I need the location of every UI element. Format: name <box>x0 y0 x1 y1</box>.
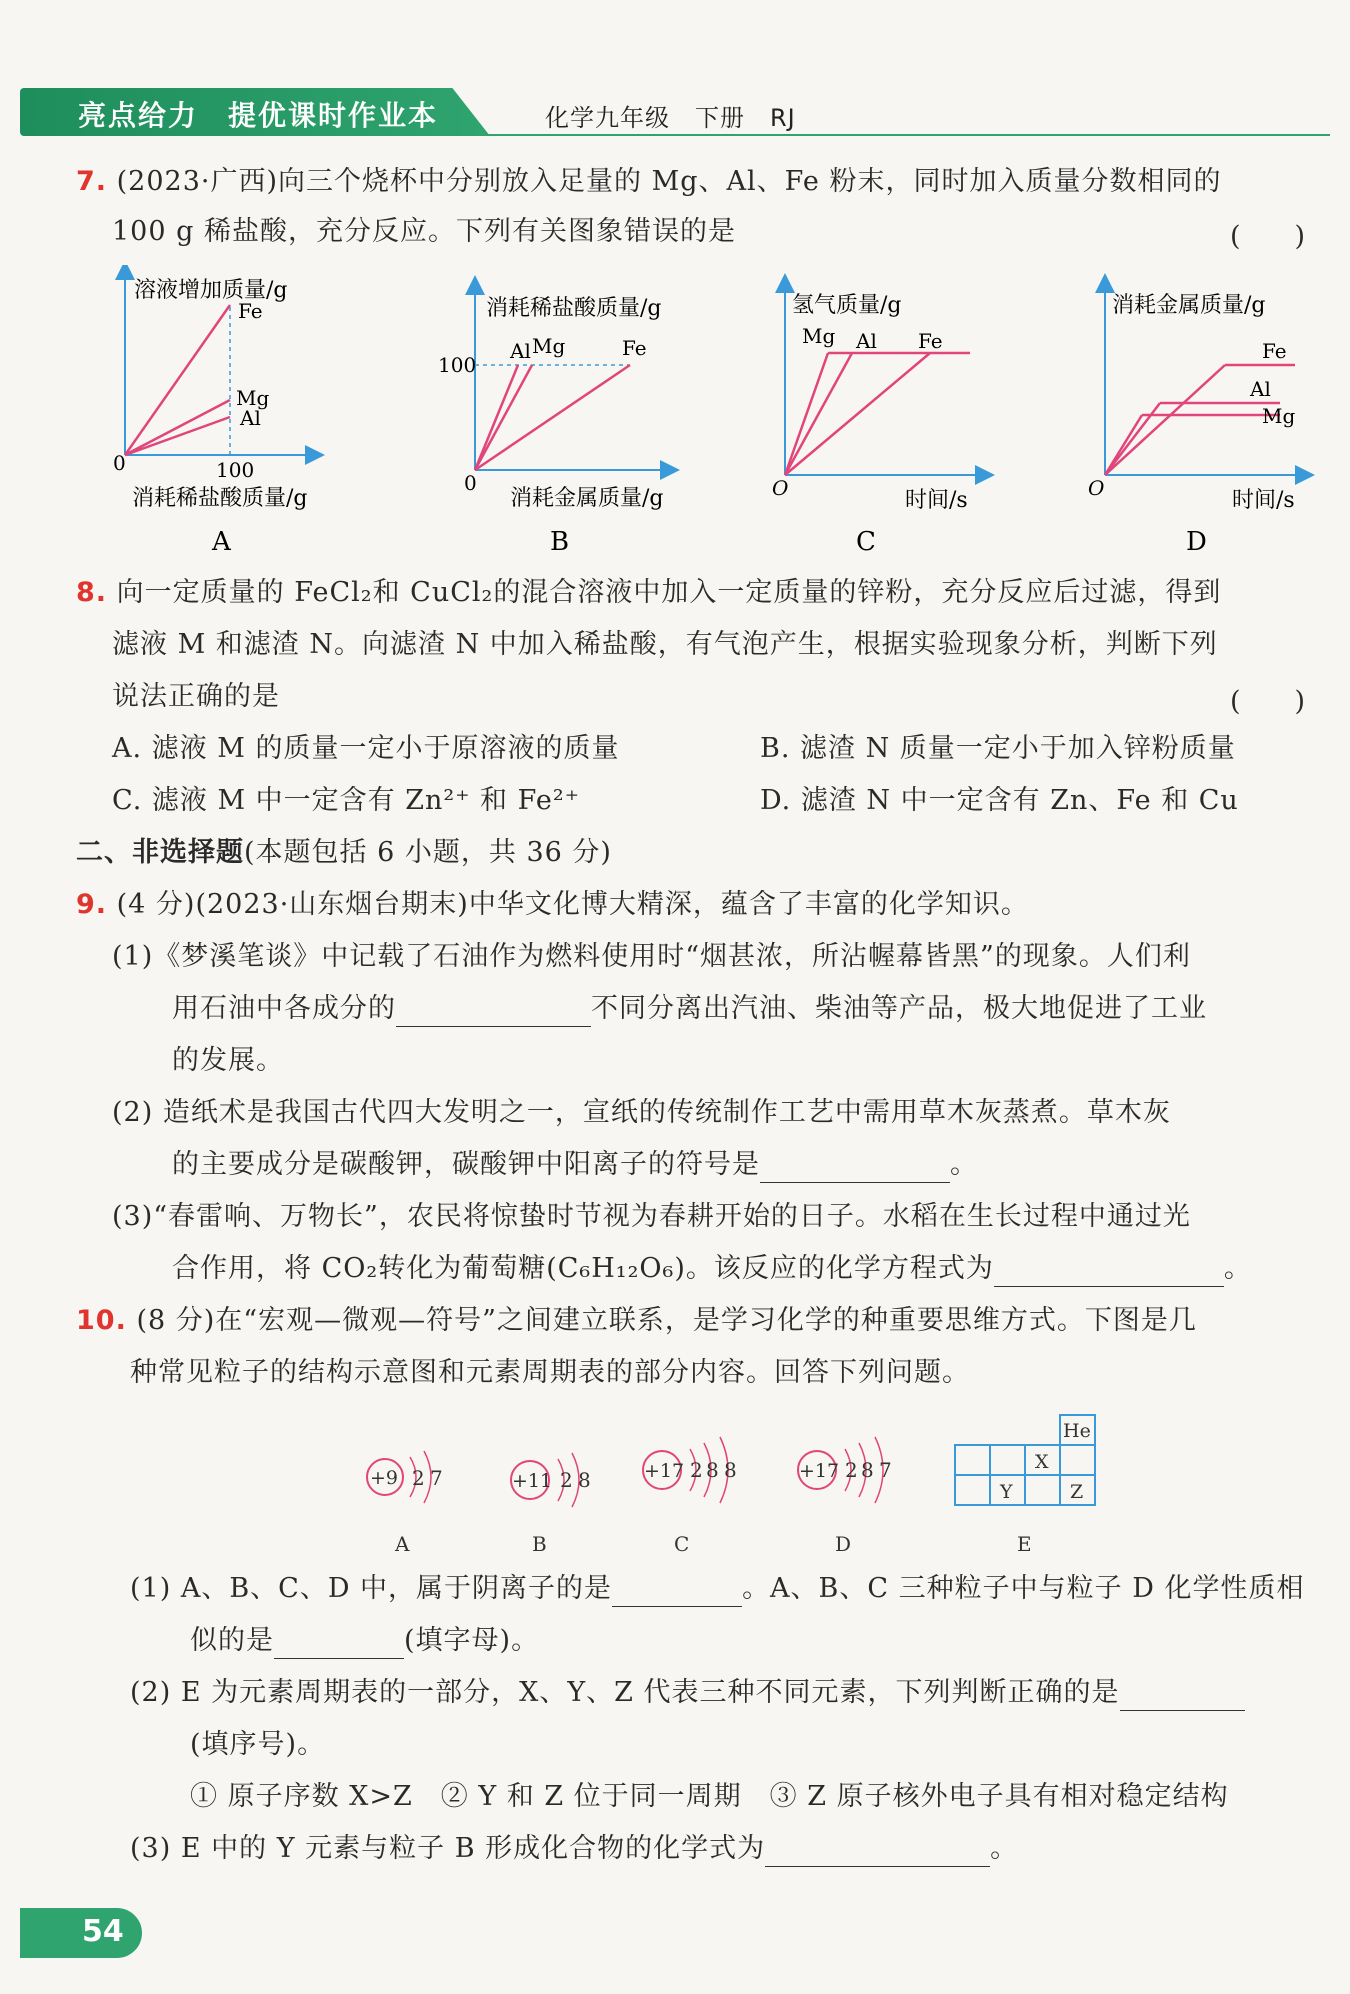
svg-text:2: 2 <box>845 1458 858 1482</box>
graph-d-origin: O <box>1088 476 1105 500</box>
svg-text:+17: +17 <box>799 1460 840 1482</box>
graph-c-al: Al <box>856 329 877 353</box>
q9-p1-line1: (1)《梦溪笔谈》中记载了石油作为燃料使用时“烟甚浓，所沾幄幕皆黑”的现象。人们利 <box>112 941 1191 972</box>
q9-p1-line3: 的发展。 <box>172 1045 284 1076</box>
q9-p1-text-pre: 用石油中各成分的 <box>172 993 396 1024</box>
q10-s1-line1 <box>130 1571 1304 1607</box>
svg-text:8: 8 <box>578 1468 591 1492</box>
q10-s1-blank2[interactable] <box>274 1630 404 1659</box>
q9-p3-text-pre: 合作用，将 CO₂转化为葡萄糖(C₆H₁₂O₆)。该反应的化学方程式为 <box>172 1253 994 1284</box>
graph-a-tick: 100 <box>216 458 255 482</box>
q9-p3-text-post: 。 <box>1223 1253 1252 1284</box>
q10-s3-line <box>130 1831 1018 1867</box>
q9-p2-blank[interactable] <box>760 1154 950 1183</box>
svg-text:7: 7 <box>879 1458 892 1482</box>
graph-b-letter: B <box>550 527 570 557</box>
cell-x: X <box>1035 1451 1049 1473</box>
q9-intro <box>76 887 1029 923</box>
svg-text:8: 8 <box>724 1458 737 1482</box>
q9-intro-text: (4 分)(2023·山东烟台期末)中华文化博大精深，蕴含了丰富的化学知识。 <box>116 889 1029 920</box>
graph-a-mg: Mg <box>236 386 270 410</box>
graph-a-xlabel: 消耗稀盐酸质量/g <box>132 486 308 511</box>
periodic-table-fragment <box>955 1415 1095 1555</box>
graph-a-fe-line <box>125 305 230 455</box>
graph-b-fe: Fe <box>622 336 647 360</box>
q9-p1-text-post: 不同分离出汽油、柴油等产品，极大地促进了工业 <box>591 993 1207 1024</box>
q7-answer-paren: ( ) <box>1230 221 1306 252</box>
graph-d <box>1088 283 1305 557</box>
graph-d-fe: Fe <box>1262 339 1287 363</box>
q8-answer-paren: ( ) <box>1230 686 1306 717</box>
graph-d-xlabel: 时间/s <box>1232 488 1295 513</box>
q10-s2-text: (2) E 为元素周期表的一部分，X、Y、Z 代表三种不同元素，下列判断正确的是 <box>130 1677 1120 1708</box>
q9-p3-line1: (3)“春雷响、万物长”，农民将惊蛰时节视为春耕开始的日子。水稻在生长过程中通过光 <box>112 1201 1191 1232</box>
q10-line2: 种常见粒子的结构示意图和元素周期表的部分内容。回答下列问题。 <box>130 1357 970 1388</box>
svg-text:2: 2 <box>560 1468 573 1492</box>
particle-a <box>367 1451 443 1555</box>
particle-c-letter: C <box>674 1532 690 1555</box>
section-2-heading <box>76 835 612 871</box>
graph-d-al: Al <box>1250 377 1271 401</box>
svg-text:+9: +9 <box>370 1467 399 1489</box>
q7-graphs <box>100 265 1330 565</box>
q10-s3-text-pre: (3) E 中的 Y 元素与粒子 B 形成化合物的化学式为 <box>130 1833 766 1864</box>
q10-s1-text2-post: (填字母)。 <box>404 1625 540 1656</box>
graph-d-mg: Mg <box>1262 404 1296 428</box>
svg-text:7: 7 <box>430 1466 443 1490</box>
cell-y: Y <box>1000 1481 1013 1503</box>
svg-text:2: 2 <box>412 1466 425 1490</box>
q10-s1-text-pre: (1) A、B、C、D 中，属于阴离子的是 <box>130 1573 613 1604</box>
q8-number: 8. <box>76 577 108 608</box>
q9-p1-line2 <box>172 991 1207 1027</box>
q7-text1: (2023·广西)向三个烧杯中分别放入足量的 Mg、Al、Fe 粉末，同时加入质量分数相同的 <box>116 166 1222 197</box>
graph-c-xlabel: 时间/s <box>905 488 968 513</box>
graph-b-tick: 100 <box>438 353 477 377</box>
section-2-note: (本题包括 6 小题，共 36 分) <box>244 837 612 868</box>
q10-line1 <box>76 1303 1197 1339</box>
graph-b-origin: 0 <box>464 471 477 495</box>
page-number: 54 <box>82 1914 124 1949</box>
graph-c-ylabel: 氢气质量/g <box>792 293 902 318</box>
q10-number: 10. <box>76 1305 127 1336</box>
series-title: 亮点给力 提优课时作业本 <box>78 99 439 132</box>
q7-line2: 100 g 稀盐酸，充分反应。下列有关图象错误的是 <box>112 216 736 247</box>
svg-text:+11: +11 <box>512 1470 553 1492</box>
cell-z: Z <box>1070 1481 1084 1503</box>
q9-p2-text-post: 。 <box>950 1149 978 1180</box>
q8-option-a: A. 滤液 M 的质量一定小于原溶液的质量 <box>112 733 620 764</box>
graph-a-al: Al <box>240 406 261 430</box>
q8-line2: 滤液 M 和滤渣 N。向滤渣 N 中加入稀盐酸，有气泡产生，根据实验现象分析，判断下列 <box>112 629 1218 660</box>
subject-label: 化学九年级 下册 RJ <box>545 104 796 132</box>
q7-line1 <box>76 164 1221 200</box>
q10-s1-line2 <box>190 1623 539 1659</box>
header-rule <box>480 134 1330 136</box>
graph-a-mg-line <box>125 400 230 455</box>
q9-p3-blank[interactable] <box>994 1258 1224 1287</box>
section-2-title: 二、非选择题 <box>76 837 244 868</box>
q10-s1-text-post: 。A、B、C 三种粒子中与粒子 D 化学性质相 <box>742 1573 1305 1604</box>
graph-b-ylabel: 消耗稀盐酸质量/g <box>486 296 662 321</box>
graph-a-letter: A <box>212 527 231 557</box>
particle-b-letter: B <box>532 1532 547 1555</box>
q8-option-d: D. 滤渣 N 中一定含有 Zn、Fe 和 Cu <box>760 785 1239 816</box>
q8-option-b: B. 滤渣 N 质量一定小于加入锌粉质量 <box>760 733 1236 764</box>
q10-s1-text2-pre: 似的是 <box>190 1625 274 1656</box>
q8-line3: 说法正确的是 <box>112 681 280 712</box>
graph-d-letter: D <box>1186 527 1207 557</box>
q10-figure <box>350 1405 1110 1555</box>
cell-he: He <box>1063 1420 1091 1442</box>
q10-s2-options: ① 原子序数 X>Z ② Y 和 Z 位于同一周期 ③ Z 原子核外电子具有相对稳定结构 <box>190 1781 1229 1812</box>
svg-text:+17: +17 <box>644 1460 685 1482</box>
graph-a-origin: 0 <box>113 451 126 475</box>
graph-a-ylabel: 溶液增加质量/g <box>134 278 288 303</box>
graph-a-fe: Fe <box>238 299 263 323</box>
q10-s2-line1 <box>130 1675 1245 1711</box>
svg-text:8: 8 <box>706 1458 719 1482</box>
q10-s2-line2: (填序号)。 <box>190 1729 326 1760</box>
q9-p3-line2 <box>172 1251 1252 1287</box>
svg-text:8: 8 <box>861 1458 874 1482</box>
graph-c <box>772 283 985 557</box>
particle-d <box>798 1437 892 1555</box>
q9-p2-text-pre: 的主要成分是碳酸钾，碳酸钾中阳离子的符号是 <box>172 1149 760 1180</box>
table-letter: E <box>1017 1532 1032 1555</box>
q8-option-c: C. 滤液 M 中一定含有 Zn²⁺ 和 Fe²⁺ <box>112 785 580 816</box>
q10-s2-blank[interactable] <box>1120 1682 1245 1711</box>
q9-p2-line1: (2) 造纸术是我国古代四大发明之一，宣纸的传统制作工艺中需用草木灰蒸煮。草木灰 <box>112 1097 1171 1128</box>
graph-c-origin: O <box>772 476 789 500</box>
q7-number: 7. <box>76 166 108 197</box>
q10-text1: (8 分)在“宏观—微观—符号”之间建立联系，是学习化学的种重要思维方式。下图是几 <box>136 1305 1197 1336</box>
svg-text:2: 2 <box>690 1458 703 1482</box>
graph-c-mg: Mg <box>802 324 836 348</box>
graph-b-mg: Mg <box>532 334 566 358</box>
q10-s3-blank[interactable] <box>765 1838 990 1867</box>
q10-s3-text-post: 。 <box>990 1833 1019 1864</box>
graph-d-ylabel: 消耗金属质量/g <box>1112 293 1266 318</box>
graph-b-xlabel: 消耗金属质量/g <box>510 486 664 511</box>
graph-c-letter: C <box>856 527 876 557</box>
q9-p2-line2 <box>172 1147 978 1183</box>
particle-b <box>511 1453 591 1555</box>
graph-a <box>113 270 315 557</box>
q8-text1: 向一定质量的 FeCl₂和 CuCl₂的混合溶液中加入一定质量的锌粉，充分反应后过滤，得到 <box>116 577 1222 608</box>
q9-p1-blank[interactable] <box>396 998 591 1027</box>
graph-b <box>438 285 670 557</box>
graph-a-al-line <box>125 417 230 455</box>
q10-s1-blank1[interactable] <box>612 1578 742 1607</box>
particle-c <box>643 1437 737 1555</box>
graph-c-fe: Fe <box>918 329 943 353</box>
particle-d-letter: D <box>835 1532 852 1555</box>
q8-line1 <box>76 575 1221 611</box>
particle-a-letter: A <box>395 1532 410 1555</box>
q9-number: 9. <box>76 889 108 920</box>
graph-b-al: Al <box>510 339 531 363</box>
